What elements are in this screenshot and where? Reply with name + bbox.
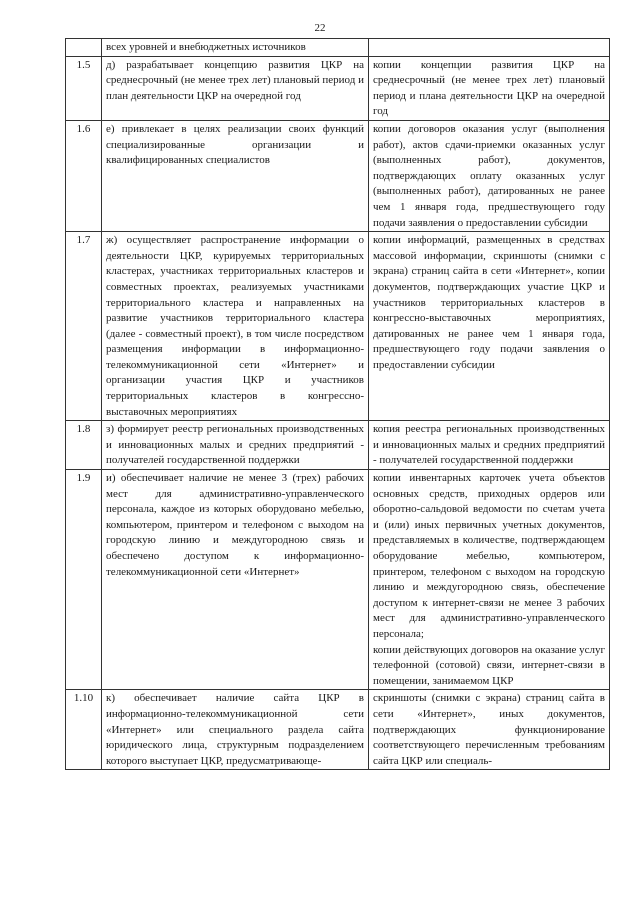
- row-documents: копия реестра региональных производственных и инновационных малых и средних предприятий - получателей государственной поддержки: [369, 421, 610, 470]
- requirements-table: [65, 38, 610, 770]
- row-action: д) разрабатывает концепцию развития ЦКР на среднесрочный (не менее трех лет) плановый период и план деятельности ЦКР на очередной год: [102, 56, 369, 120]
- row-action: к) обеспечивает наличие сайта ЦКР в информационно-телекоммуникационной сети «Интернет» или специального раздела сайта юридического лица, структурным подразделением которого выступает ЦКР, предусматривающе-: [102, 690, 369, 770]
- table-row: [66, 421, 610, 470]
- row-documents-cell: [369, 470, 610, 690]
- row-number: 1.9: [66, 470, 102, 690]
- table-row: [66, 56, 610, 120]
- table-row-continuation: [66, 39, 610, 57]
- row-documents: копии договоров оказания услуг (выполнения работ), актов сдачи-приемки оказанных услуг (выполненных работ), документов, подтверждающих оплату оказанных услуг (выполненных работ), датированных не ранее чем 1 января года, предшествующего году подачи заявления о предоставлении субсидии: [369, 120, 610, 231]
- row-documents: скриншоты (снимки с экрана) страниц сайта в сети «Интернет», иных документов, подтверждающих функционирование соответствующего перечисленным требованиям сайта ЦКР или специаль-: [369, 690, 610, 770]
- row-action: и) обеспечивает наличие не менее 3 (трех) рабочих мест для административно-управленческого персонала, каждое из которых оборудовано мебелью, компьютером, принтером и телефоном с выходом на городскую линию и междугородною связь и обеспечено доступом к информационно-телекоммуникационной сети «Интернет»: [102, 470, 369, 690]
- row-number: 1.7: [66, 232, 102, 421]
- table-row: [66, 232, 610, 421]
- table-row: [66, 120, 610, 231]
- table-row: [66, 470, 610, 690]
- row-action: е) привлекает в целях реализации своих функций специализированные организации и квалифицированных специалистов: [102, 120, 369, 231]
- row-number: 1.6: [66, 120, 102, 231]
- row-number: 1.10: [66, 690, 102, 770]
- row-number: 1.8: [66, 421, 102, 470]
- row-documents: копии концепции развития ЦКР на среднесрочный (не менее трех лет) плановый период и плана деятельности ЦКР на очередной год: [369, 56, 610, 120]
- row-number: 1.5: [66, 56, 102, 120]
- row-action: ж) осуществляет распространение информации о деятельности ЦКР, курируемых территориальных кластерах, участниках территориальных кластеров и совместных проектах, реализуемых участниками территориального кластера и направленных на развитие участников территориального кластера (далее - совместный проект), в том числе посредством размещения информации в информационно-телекоммуникационной сети «Интернет» и организации участия ЦКР и участников территориальных кластеров в конгрессно-выставочных мероприятиях: [102, 232, 369, 421]
- row-action: всех уровней и внебюджетных источников: [102, 39, 369, 57]
- row-documents: копии информаций, размещенных в средствах массовой информации, скриншоты (снимки с экрана) страниц сайта в сети «Интернет», копии документов, подтверждающих участие ЦКР и участников территориальных кластеров в конгрессно-выставочных мероприятиях, датированных не ранее чем 1 января года, предшествующего году подачи заявления о предоставлении субсидии: [369, 232, 610, 421]
- table-row: [66, 690, 610, 770]
- row-documents: копии инвентарных карточек учета объектов основных средств, приходных ордеров или оборотно-сальдовой ведомости по счетам учета и (или) иных первичных учетных документов, представляемых в количестве, подтверждающем оборудование мебелью, компьютером, принтером, телефоном с выходом на городскую линию и междугородною связь, обеспечение доступом к интернет-связи не менее 3 рабочих мест для административно-управленческого персонала;: [373, 472, 605, 640]
- row-documents: [369, 39, 610, 57]
- row-number: [66, 39, 102, 57]
- row-action: з) формирует реестр региональных производственных и инновационных малых и средних предприятий - получателей государственной поддержки: [102, 421, 369, 470]
- row-documents-extra: копии действующих договоров на оказание услуг телефонной (сотовой) связи, интернет-связи в помещении, занимаемом ЦКР: [373, 643, 605, 687]
- page-number: 22: [314, 22, 326, 34]
